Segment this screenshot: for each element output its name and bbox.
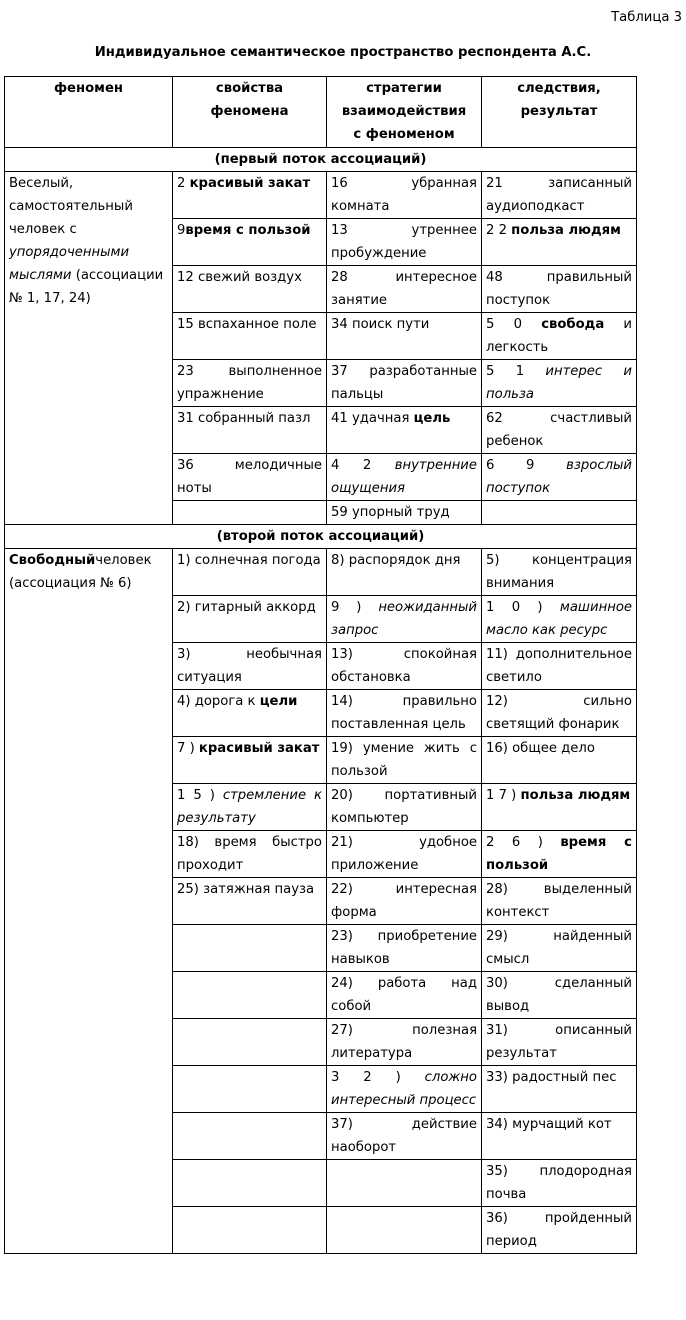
cell-text: 13) спокойная обстановка	[331, 647, 477, 685]
cell-text: 2 2	[486, 223, 512, 238]
section-row	[5, 525, 637, 549]
property-cell	[173, 501, 327, 525]
cell-text: 36) пройденный период	[486, 1211, 632, 1249]
property-cell	[173, 1160, 327, 1207]
property-cell	[173, 266, 327, 313]
cell-text: 12) сильно светящий фонарик	[486, 694, 632, 732]
cell-text: 30) сделанный вывод	[486, 976, 632, 1014]
strategy-cell	[327, 219, 482, 266]
strategy-cell	[327, 454, 482, 501]
cell-text: 18) время быстро проходит	[177, 835, 322, 873]
cell-text: сложно интересный процесс	[331, 1070, 477, 1108]
property-cell	[173, 219, 327, 266]
strategy-cell	[327, 784, 482, 831]
cell-text: польза людям	[511, 223, 621, 238]
cell-text: 2	[177, 176, 190, 191]
cell-text: 7 )	[177, 741, 199, 756]
cell-text: 36 мелодичные ноты	[177, 458, 322, 496]
result-cell	[482, 925, 637, 972]
strategy-cell	[327, 360, 482, 407]
property-cell	[173, 596, 327, 643]
header-phenomenon	[5, 77, 173, 148]
result-cell	[482, 878, 637, 925]
cell-text: 9	[177, 223, 186, 238]
cell-text: 9 )	[331, 600, 379, 615]
property-cell	[173, 360, 327, 407]
cell-text: свобода	[541, 317, 605, 332]
cell-text: 35) плодородная почва	[486, 1164, 632, 1202]
property-cell	[173, 1066, 327, 1113]
cell-text: 2) гитарный аккорд	[177, 600, 316, 615]
strategy-cell	[327, 1207, 482, 1254]
property-cell	[173, 972, 327, 1019]
cell-text: 8) распорядок дня	[331, 553, 461, 568]
result-cell	[482, 784, 637, 831]
cell-text: 13 утреннее пробуждение	[331, 223, 477, 261]
property-cell	[173, 831, 327, 878]
cell-text: 21) удобное приложение	[331, 835, 477, 873]
cell-text: и легкость	[486, 317, 633, 355]
table-body	[5, 148, 637, 1254]
cell-text: неожиданный запрос	[331, 600, 477, 638]
property-cell	[173, 925, 327, 972]
property-cell	[173, 407, 327, 454]
strategy-cell	[327, 643, 482, 690]
phenomenon-cell	[5, 172, 173, 525]
cell-text: 62 счастливый ребенок	[486, 411, 632, 449]
result-cell	[482, 549, 637, 596]
cell-text: 41 удачная	[331, 411, 414, 426]
cell-text: 20) портативный компьютер	[331, 788, 477, 826]
strategy-cell	[327, 1113, 482, 1160]
cell-text: (ассоциации № 1, 17, 24)	[9, 268, 164, 306]
result-cell	[482, 501, 637, 525]
result-cell	[482, 596, 637, 643]
strategy-cell	[327, 266, 482, 313]
cell-text: красивый закат	[198, 741, 320, 756]
cell-text: 22) интересная форма	[331, 882, 477, 920]
cell-text: 37) действие наоборот	[331, 1117, 477, 1155]
cell-text: 24) работа над собой	[331, 976, 477, 1014]
cell-text: 5 0	[486, 317, 542, 332]
cell-text: 29) найденный смысл	[486, 929, 632, 967]
cell-text: 1 5 )	[177, 788, 223, 803]
property-cell	[173, 172, 327, 219]
cell-text: 5) концентрация внимания	[486, 553, 632, 591]
cell-text: 33) радостный пес	[486, 1070, 617, 1085]
cell-text: цели	[259, 694, 298, 709]
cell-text: 11) дополнительное светило	[486, 647, 632, 685]
cell-text: 23 выполненное упражнение	[177, 364, 322, 402]
property-cell	[173, 784, 327, 831]
result-cell	[482, 831, 637, 878]
cell-text: стремление к результату	[177, 788, 322, 826]
result-cell	[482, 360, 637, 407]
cell-text: время с пользой	[185, 223, 311, 238]
cell-text: 37 разработанные пальцы	[331, 364, 477, 402]
cell-text: упорядоченными мыслями	[9, 245, 130, 283]
result-cell	[482, 643, 637, 690]
strategy-cell	[327, 737, 482, 784]
result-cell	[482, 219, 637, 266]
cell-text: интерес и польза	[486, 364, 632, 402]
semantic-space-table	[4, 76, 637, 1254]
property-cell	[173, 737, 327, 784]
cell-text: 14) правильно поставленная цель	[331, 694, 477, 732]
cell-text: 2 6 )	[486, 835, 561, 850]
cell-text: 1 0 )	[486, 600, 560, 615]
strategy-cell	[327, 407, 482, 454]
result-cell	[482, 172, 637, 219]
cell-text: 31 собранный пазл	[177, 411, 311, 426]
cell-text: 48 правильный поступок	[486, 270, 632, 308]
header-line: феномена	[210, 104, 289, 119]
result-cell	[482, 972, 637, 1019]
cell-text: 1) солнечная погода	[177, 553, 321, 568]
cell-text: человек (ассоциация № 6)	[9, 553, 152, 591]
property-cell	[173, 690, 327, 737]
header-line: взаимодействия	[341, 104, 467, 119]
property-cell	[173, 1113, 327, 1160]
header-line: феномен	[53, 81, 124, 96]
result-cell	[482, 407, 637, 454]
result-cell	[482, 737, 637, 784]
result-cell	[482, 1113, 637, 1160]
cell-text: Веселый, самостоятельный человек с	[9, 176, 133, 237]
header-strategies	[327, 77, 482, 148]
property-cell	[173, 1207, 327, 1254]
cell-text: 28 интересное занятие	[331, 270, 477, 308]
cell-text: 4) дорога к	[177, 694, 260, 709]
property-cell	[173, 878, 327, 925]
strategy-cell	[327, 501, 482, 525]
header-line: результат	[520, 104, 598, 119]
strategy-cell	[327, 1066, 482, 1113]
cell-text: машинное масло как ресурс	[486, 600, 632, 638]
header-line: свойства	[215, 81, 284, 96]
cell-text: 3) необычная ситуация	[177, 647, 322, 685]
cell-text: 3 2 )	[331, 1070, 425, 1085]
property-cell	[173, 643, 327, 690]
result-cell	[482, 1066, 637, 1113]
property-cell	[173, 1019, 327, 1066]
strategy-cell	[327, 549, 482, 596]
section-label: (второй поток ассоциаций)	[5, 525, 637, 549]
strategy-cell	[327, 831, 482, 878]
property-cell	[173, 549, 327, 596]
cell-text: 23) приобретение навыков	[331, 929, 477, 967]
cell-text: 1 7 )	[486, 788, 521, 803]
table-row	[5, 172, 637, 219]
result-cell	[482, 454, 637, 501]
cell-text: время с пользой	[486, 835, 632, 873]
result-cell	[482, 266, 637, 313]
strategy-cell	[327, 878, 482, 925]
cell-text: 27) полезная литература	[331, 1023, 477, 1061]
strategy-cell	[327, 1160, 482, 1207]
cell-text: 6 9	[486, 458, 567, 473]
cell-text: 19) умение жить с пользой	[331, 741, 477, 779]
cell-text: 15 вспаханное поле	[177, 317, 317, 332]
cell-text: 31) описанный результат	[486, 1023, 632, 1061]
header-row	[5, 77, 637, 148]
cell-text: польза людям	[520, 788, 631, 803]
strategy-cell	[327, 596, 482, 643]
result-cell	[482, 1207, 637, 1254]
cell-text: 34 поиск пути	[331, 317, 430, 332]
result-cell	[482, 690, 637, 737]
property-cell	[173, 313, 327, 360]
result-cell	[482, 313, 637, 360]
result-cell	[482, 1019, 637, 1066]
cell-text: 16) общее дело	[486, 741, 595, 756]
result-cell	[482, 1160, 637, 1207]
section-row	[5, 148, 637, 172]
cell-text: 4 2	[331, 458, 395, 473]
cell-text: 16 убранная комната	[331, 176, 477, 214]
cell-text: 34) мурчащий кот	[486, 1117, 612, 1132]
phenomenon-cell	[5, 549, 173, 1254]
cell-text: внутренние ощущения	[331, 458, 477, 496]
table-row	[5, 549, 637, 596]
header-line: стратегии	[366, 81, 442, 96]
property-cell	[173, 454, 327, 501]
strategy-cell	[327, 1019, 482, 1066]
header-line: с феноменом	[353, 127, 455, 142]
cell-text: 12 свежий воздух	[177, 270, 302, 285]
cell-text: красивый закат	[189, 176, 311, 191]
cell-text: 21 записанный аудиоподкаст	[486, 176, 632, 214]
cell-text: цель	[413, 411, 451, 426]
header-line: следствия,	[517, 81, 601, 96]
strategy-cell	[327, 313, 482, 360]
cell-text: 5 1	[486, 364, 546, 379]
strategy-cell	[327, 925, 482, 972]
header-results	[482, 77, 637, 148]
strategy-cell	[327, 690, 482, 737]
strategy-cell	[327, 972, 482, 1019]
table-title: Индивидуальное семантическое пространство респондента А.С.	[94, 45, 592, 60]
cell-text: 25) затяжная пауза	[177, 882, 315, 897]
section-label: (первый поток ассоциаций)	[5, 148, 637, 172]
cell-text: Свободный	[9, 553, 96, 568]
cell-text: 28) выделенный контекст	[486, 882, 632, 920]
cell-text: 59 упорный труд	[331, 505, 450, 520]
table-caption: Таблица 3	[611, 10, 682, 25]
strategy-cell	[327, 172, 482, 219]
header-properties	[173, 77, 327, 148]
cell-text: взрослый поступок	[486, 458, 632, 496]
